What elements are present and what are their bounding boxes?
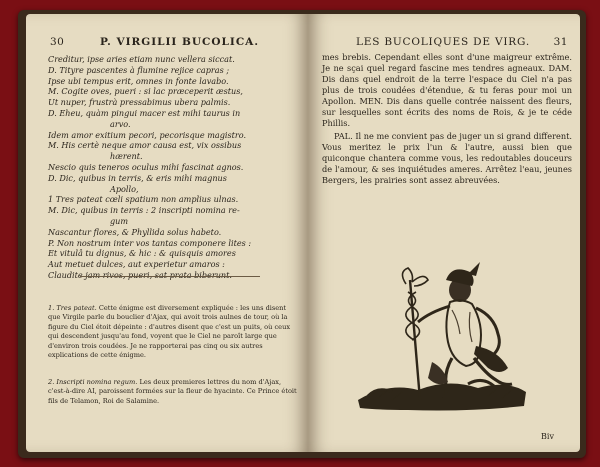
footnote-label: 1. Tres pateat. xyxy=(48,304,97,312)
footnote-text: Cette énigme est diversement expliquée : les uns disent que Virgile parle du bouclier d'Ajax, qui avoit trois aulnes de tour, où la figure du Ciel étoit dépeinte : d'autres disent que c'est un puits, où ceux qui descendent jusqu'au fond, voyent que le Ciel ne paroît large que d'environ trois coudées. Je ne rapporterai pas cinq ou six autres explications de cette énigme. xyxy=(48,304,291,360)
divider xyxy=(80,276,260,277)
left-page xyxy=(26,14,308,452)
verse-line: Ut nuper, frustrà pressabimus ubera palmis. xyxy=(48,97,231,108)
verse-line: Nescio quis teneros oculus mihi fascinat agnos. xyxy=(48,161,244,172)
left-page-number: 30 xyxy=(50,36,65,48)
verse-line: Creditur, ipse aries etiam nunc vellera siccat. xyxy=(48,54,235,64)
paragraph: mes brebis. Cependant elles sont d'une maigreur extrême. Je ne sçai quel regard fascine mes tendres agneaux. DAM. Dis dans quel endroit de la terre l'espace du Ciel n'a pas plus de trois coudées d'étendue, & tu feras pour moi un Apollon. MEN. Dis dans quelle contrée naissent des fleurs, sur lesquelles sont écrits des noms de Rois, & je te céde Phillis. xyxy=(322,52,572,128)
verse-line: Apollo, xyxy=(110,183,139,194)
footnote-2 xyxy=(48,378,300,406)
signature-mark: Biv xyxy=(541,432,554,441)
right-page xyxy=(308,14,580,452)
footnote-text: Les deux premieres lettres du nom d'Ajax, c'est-à-dire AI, paroissent formées sur la fleur de hyacinte. Ce Prince étoit fils de Telamon, Roi de Salamine. xyxy=(48,378,297,405)
footnote-1 xyxy=(48,304,300,360)
verse-line: Aut metuet dulces, aut experietur amaros : xyxy=(48,259,225,270)
verse-line: 1 Tres pateat cœli spatium non amplius ulnas. xyxy=(48,194,239,205)
latin-verse-block xyxy=(48,54,304,281)
verse-line: D. Eheu, quàm pingui macer est mihi taurus in xyxy=(48,107,241,118)
paragraph: PAL. Il ne me convient pas de juger un si grand different. Vous meritez le prix l'un & l'autre, aussi bien que quiconque chantera comme vous, les redoutables douceurs de l'amour, & ses inquiétudes ameres. Arrêtez l'eau, jeunes Bergers, les prairies sont assez abreuvées. xyxy=(322,131,572,185)
right-page-number: 31 xyxy=(553,36,568,48)
verse-line: Claudite jam rivos, pueri, sat prata biberunt. xyxy=(48,269,232,280)
verse-line: M. Cogite oves, pueri : si lac præceperit æstus, xyxy=(48,86,243,97)
verse-line: M. Dic, quibus in terris : 2 inscripti nomina re- xyxy=(48,205,240,216)
verse-line: P. Non nostrum inter vos tantas componere lites : xyxy=(48,237,252,248)
verse-line: Et vitulâ tu dignus, & hic : & quisquis amores xyxy=(48,248,236,259)
mercury-woodcut-illustration xyxy=(348,250,534,422)
open-book xyxy=(18,10,586,458)
verse-line: arvo. xyxy=(110,118,131,129)
footnote-label: 2. Inscripti nomina regum. xyxy=(48,378,138,386)
verse-line: hærent. xyxy=(110,151,143,162)
verse-line: gum xyxy=(110,215,129,226)
right-running-head: LES BUCOLIQUES DE VIRG. xyxy=(356,36,530,48)
verse-line: D. Dic, quibus in terris, & eris mihi magnus xyxy=(48,172,227,183)
verse-line: Ipse ubi tempus erit, omnes in fonte lavabo. xyxy=(48,75,229,86)
left-running-head: P. VIRGILII BUCOLICA. xyxy=(100,36,259,48)
verse-line: D. Tityre pascentes à flumine rejice capras ; xyxy=(48,64,230,75)
verse-line: Idem amor exitium pecori, pecorisque magistro. xyxy=(48,129,247,140)
verse-line: Nascantur flores, & Phyllida solus habeto. xyxy=(48,226,222,237)
verse-line: M. His certè neque amor causa est, vix ossibus xyxy=(48,140,242,151)
french-translation xyxy=(322,52,572,188)
